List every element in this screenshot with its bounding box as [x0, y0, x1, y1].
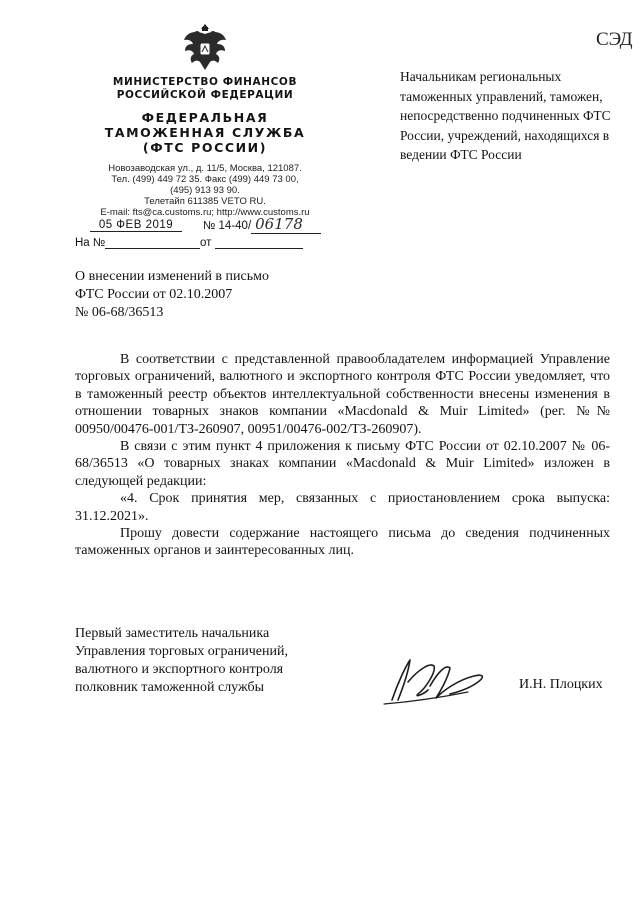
service-name — [60, 110, 350, 155]
subject-line: О внесении изменений в письмо — [75, 269, 269, 284]
recipient: Начальникам региональных таможенных управлений, таможен, непосредственно подчиненных ФТС России, учреждений, находящихся в ведении ФТС России — [400, 69, 611, 162]
letter-body — [75, 351, 610, 560]
subject — [75, 268, 269, 322]
paragraph: «4. Срок принятия мер, связанных с приостановлением срока выпуска: 31.12.2021». — [75, 491, 610, 524]
contact-details — [60, 163, 350, 218]
paragraph: В связи с этим пункт 4 приложения к письму ФТС России от 02.10.2007 № 06-68/36513 «О товарных знаках компании «Macdonald & Muir Limited» изложен в следующей редакции: — [75, 439, 610, 489]
registration-number-prefix: № 14-40/ — [203, 220, 252, 232]
signatory-title — [75, 625, 288, 697]
phone: Тел. (499) 449 72 35. Факс (499) 449 73 00, — [111, 174, 299, 185]
reference-number-line — [75, 236, 200, 249]
ministry-line: РОССИЙСКОЙ ФЕДЕРАЦИИ — [116, 89, 294, 101]
subject-line: ФТС России от 02.10.2007 — [75, 287, 233, 302]
ministry-line: МИНИСТЕРСТВО ФИНАНСОВ — [112, 76, 298, 88]
signatory-title-line: Первый заместитель начальника — [75, 626, 270, 641]
reference-date-line — [200, 236, 303, 249]
subject-line: № 06-68/36513 — [75, 305, 164, 320]
signatory-title-line: валютного и экспортного контроля — [75, 662, 284, 677]
reference-date-blank — [215, 236, 303, 249]
registration-number-handwritten: 06178 — [251, 215, 321, 234]
address: Новозаводская ул., д. 11/5, Москва, 121087. — [108, 163, 302, 174]
signatory-name: И.Н. Плоцких — [519, 677, 603, 692]
signatory-title-line: Управления торговых ограничений, — [75, 644, 288, 659]
registration-date: 05 ФЕВ 2019 — [90, 219, 182, 232]
handwritten-signature — [378, 652, 500, 710]
letterhead — [60, 20, 350, 218]
paragraph: Прошу довести содержание настоящего письма до сведения подчиненных таможенных органов и заинтересованных лиц. — [75, 526, 610, 559]
paragraph: В соответствии с представленной правообладателем информацией Управление торговых ограничений, валютного и экспортного контроля ФТС России уведомляет, что в таможенный реестр объектов интеллектуальной собственности внесены изменения в отношении товарных знаков компании «Macdonald & Muir Limited» (рег. №№ 00950/00476-001/ТЗ-260907, 00951/00476-002/ТЗ-260907). — [75, 352, 610, 437]
reference-na-label: На № — [75, 237, 106, 249]
telex: Телетайп 611385 VETO RU. — [144, 196, 266, 207]
coat-of-arms-icon — [181, 20, 229, 74]
service-line: ФЕДЕРАЛЬНАЯ — [141, 110, 269, 125]
signatory-title-line: полковник таможенной службы — [75, 680, 265, 695]
sed-mark: СЭД — [596, 29, 633, 50]
reference-number-blank — [105, 236, 200, 249]
service-line: (ФТС РОССИИ) — [142, 140, 268, 155]
reference-ot-label: от — [200, 237, 212, 249]
email: E-mail: fts@ca.customs.ru; http://www.customs.ru — [100, 207, 310, 218]
phone-2: (495) 913 93 90. — [170, 185, 240, 196]
registration-date-line — [90, 215, 182, 233]
registration-number-line — [203, 215, 321, 234]
service-line: ТАМОЖЕННАЯ СЛУЖБА — [104, 125, 306, 140]
ministry-name — [60, 76, 350, 102]
